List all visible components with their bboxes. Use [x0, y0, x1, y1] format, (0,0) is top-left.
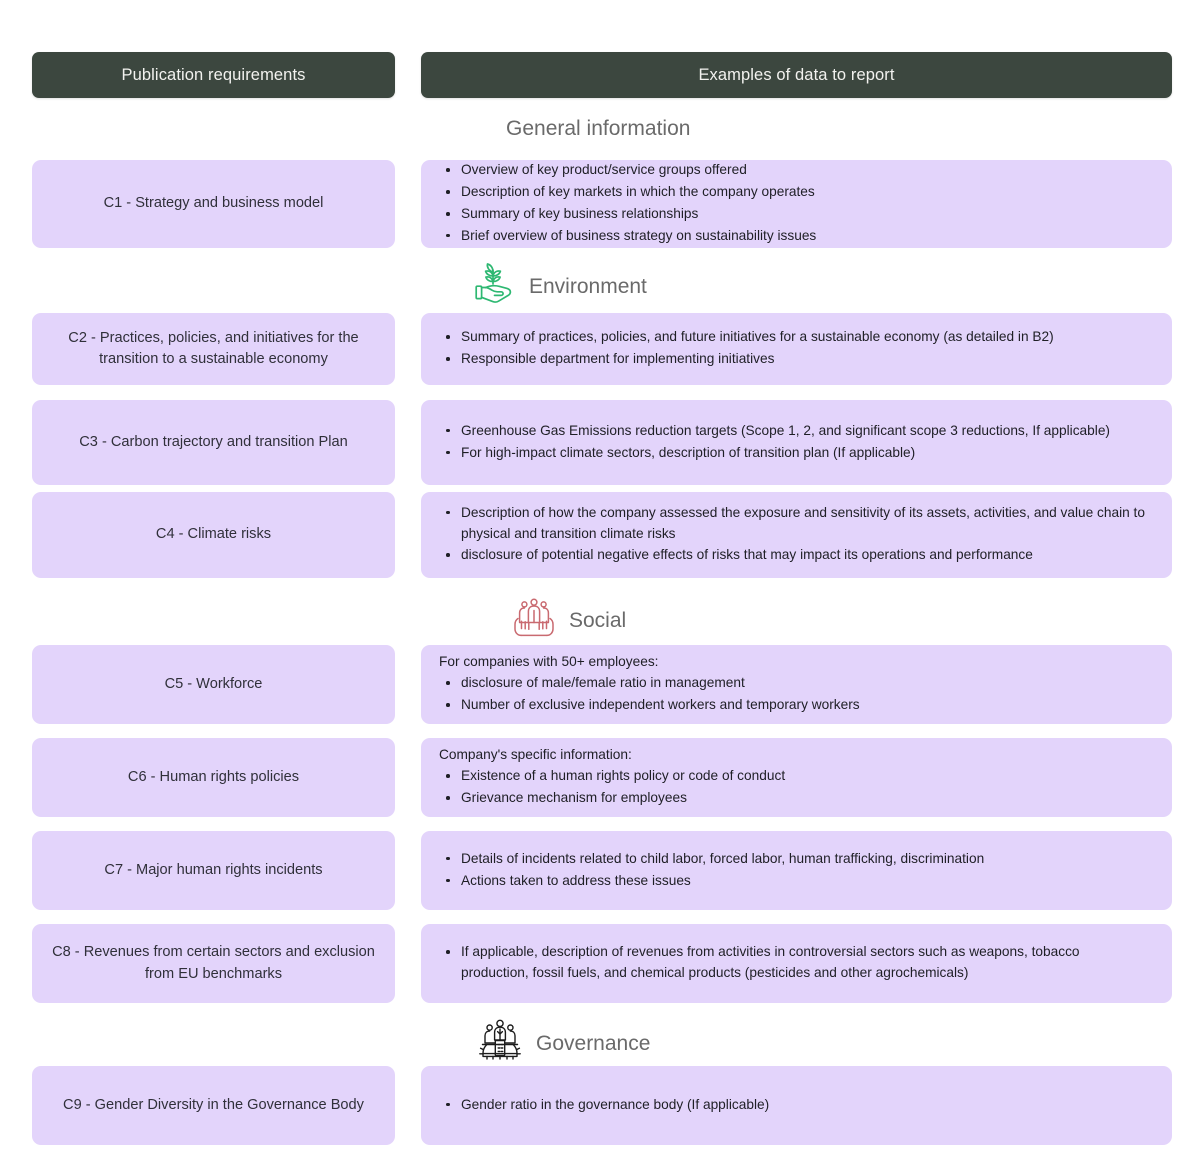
- section-heading-governance: [477, 1018, 650, 1068]
- examples-card-c7: [421, 831, 1172, 910]
- list-item: For high-impact climate sectors, description of transition plan (If applicable): [437, 443, 1150, 464]
- list-item: Description of key markets in which the company operates: [437, 182, 1150, 203]
- examples-list-c8: [437, 942, 1150, 985]
- requirement-card-c8: [32, 924, 395, 1003]
- examples-list-c6: [437, 766, 1150, 810]
- requirement-label-c2: C2 - Practices, policies, and initiatives for the transition to a sustainable economy: [68, 329, 359, 367]
- list-item: Existence of a human rights policy or code of conduct: [437, 766, 1150, 787]
- examples-list-c3: [437, 421, 1150, 465]
- requirement-card-c9: [32, 1066, 395, 1145]
- list-item: disclosure of male/female ratio in management: [437, 673, 1150, 694]
- examples-card-c6: [421, 738, 1172, 817]
- section-title-social: Social: [569, 608, 627, 632]
- examples-list-c9: [437, 1095, 1150, 1117]
- list-item: Number of exclusive independent workers and temporary workers: [437, 695, 1150, 716]
- list-item: Description of how the company assessed the exposure and sensitivity of its assets, activities, and value chain to physical and transition climate risks: [437, 503, 1150, 545]
- list-item: Details of incidents related to child labor, forced labor, human trafficking, discrimination: [437, 849, 1150, 870]
- section-heading-environment: [470, 263, 647, 309]
- examples-list-c4: [437, 503, 1150, 567]
- examples-list-c7: [437, 849, 1150, 893]
- list-item: disclosure of potential negative effects of risks that may impact its operations and performance: [437, 545, 1150, 566]
- requirement-card-c2: [32, 313, 395, 385]
- requirement-card-c1: [32, 160, 395, 248]
- header-right-label: Examples of data to report: [698, 65, 895, 84]
- list-item: Summary of practices, policies, and future initiatives for a sustainable economy (as detailed in B2): [437, 327, 1150, 348]
- requirement-card-c4: [32, 492, 395, 578]
- list-item: Summary of key business relationships: [437, 204, 1150, 225]
- header-publication-requirements: [32, 52, 395, 98]
- requirement-label-c1: C1 - Strategy and business model: [103, 195, 324, 212]
- examples-card-c9: [421, 1066, 1172, 1145]
- examples-intro-c6: Company's specific information:: [439, 746, 632, 762]
- requirement-label-c7: C7 - Major human rights incidents: [104, 861, 323, 878]
- list-item: Greenhouse Gas Emissions reduction targets (Scope 1, 2, and significant scope 3 reductions, If applicable): [437, 421, 1150, 442]
- requirement-label-c4: C4 - Climate risks: [155, 526, 272, 543]
- section-title-general-information: General information: [506, 117, 691, 140]
- requirement-label-c8: C8 - Revenues from certain sectors and exclusion from EU benchmarks: [52, 944, 375, 982]
- examples-card-c5: [421, 645, 1172, 724]
- examples-card-c2: [421, 313, 1172, 385]
- examples-card-c3: [421, 400, 1172, 485]
- section-title-environment: Environment: [529, 274, 647, 298]
- examples-list-c5: [437, 673, 1150, 717]
- requirement-label-c9: C9 - Gender Diversity in the Governance Body: [63, 1096, 364, 1113]
- examples-list-c2: [437, 327, 1150, 371]
- list-item: Actions taken to address these issues: [437, 871, 1150, 892]
- hands-with-people-icon: [512, 597, 556, 643]
- requirement-label-c6: C6 - Human rights policies: [127, 768, 300, 785]
- list-item: Gender ratio in the governance body (If applicable): [437, 1095, 1150, 1116]
- requirement-card-c6: [32, 738, 395, 817]
- requirement-label-c5: C5 - Workforce: [164, 675, 263, 692]
- examples-card-c1: [421, 160, 1172, 248]
- header-examples-of-data: [421, 52, 1172, 98]
- list-item: Grievance mechanism for employees: [437, 788, 1150, 809]
- requirement-card-c5: [32, 645, 395, 724]
- header-left-label: Publication requirements: [121, 65, 306, 84]
- examples-list-c1: [437, 160, 1150, 247]
- section-heading-general-information: [506, 118, 690, 139]
- column-headers: [0, 52, 1200, 98]
- examples-intro-c5: For companies with 50+ employees:: [439, 653, 659, 669]
- hand-with-plant-icon: [470, 263, 516, 309]
- list-item: If applicable, description of revenues from activities in controversial sectors such as weapons, tobacco production, fossil fuels, and chemical products (pesticides and other agrochemicals): [437, 942, 1150, 984]
- requirement-label-c3: C3 - Carbon trajectory and transition Plan: [79, 433, 348, 450]
- examples-card-c4: [421, 492, 1172, 578]
- people-building-gear-icon: [477, 1018, 523, 1068]
- requirement-card-c7: [32, 831, 395, 910]
- list-item: Responsible department for implementing initiatives: [437, 349, 1150, 370]
- section-title-governance: Governance: [536, 1031, 651, 1055]
- list-item: Overview of key product/service groups offered: [437, 160, 1150, 181]
- section-heading-social: [512, 597, 626, 643]
- examples-card-c8: [421, 924, 1172, 1003]
- list-item: Brief overview of business strategy on sustainability issues: [437, 226, 1150, 247]
- requirement-card-c3: [32, 400, 395, 485]
